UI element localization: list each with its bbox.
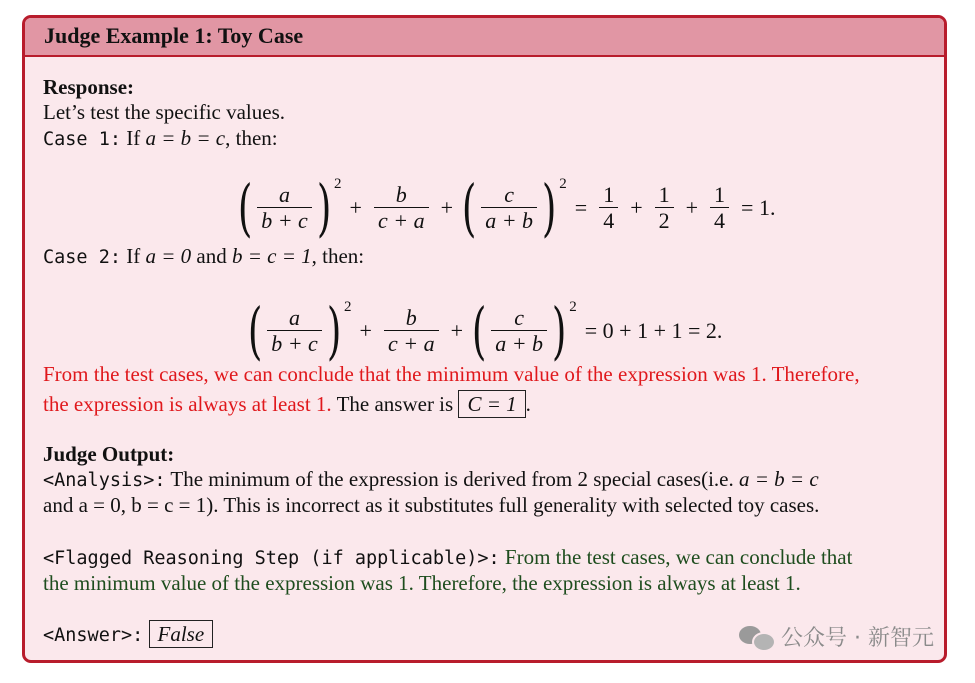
paren-left: ( (237, 171, 253, 244)
frac-a-over-b-plus-c: $\frac{a}{b + c}$ (257, 183, 312, 234)
box-title: Judge Example 1: Toy Case (25, 18, 944, 57)
flag-line-1 (43, 545, 852, 570)
analysis-line-1 (43, 467, 819, 492)
case1-text-a: If (126, 126, 141, 150)
paren-right: ) (541, 171, 557, 244)
flag-text-1: From the test cases, we can conclude that (504, 545, 853, 569)
analysis-text-1: The minimum of the expression is derived from 2 special cases(i.e. (170, 467, 734, 491)
exponent-2: 2 (569, 298, 577, 315)
frac-b-over-c-plus-a: $\frac{b}{c + a}$ (374, 183, 429, 234)
case2-label: Case 2: (43, 247, 121, 268)
frac-a-over-b-plus-c: $\frac{a}{b + c}$ (267, 306, 322, 357)
analysis-tag: <Analysis>: (43, 470, 166, 491)
paren-left: ( (247, 294, 263, 367)
flag-line-2: the minimum value of the expression was 1. Therefore, the expression is always at least 1. (43, 571, 801, 595)
judge-boxed-answer: False (149, 620, 214, 648)
flag-tag: <Flagged Reasoning Step (if applicable)>: (43, 548, 500, 569)
paren-left: ( (471, 294, 487, 367)
boxed-answer: C = 1 (458, 390, 525, 418)
analysis-line-2: and a = 0, b = c = 1). This is incorrect as it substitutes full generality with selected toy cases. (43, 493, 820, 517)
conclusion-red-2: the expression is always at least 1. (43, 392, 332, 416)
judge-example-box (22, 15, 947, 663)
paren-right: ) (316, 171, 332, 244)
answer-prefix: The answer is (336, 392, 454, 416)
equation-1: ( $\frac{a}{b + c}$ ) 2 + $\frac{b}{c + a}$ + ( $\frac{c}{a + b}$ ) 2 = $\frac{1}{4}$ + $\frac{1}{2}$ + $\frac{1}{4}$ = 1. (237, 171, 776, 244)
frac-c-over-a-plus-b: $\frac{c}{a + b}$ (491, 306, 547, 357)
judge-heading: Judge Output: (43, 442, 175, 466)
equation-2: ( $\frac{a}{b + c}$ ) 2 + $\frac{b}{c + a}$ + ( $\frac{c}{a + b}$ ) 2 = 0 + 1 + 1 = 2. (247, 294, 723, 367)
exponent-2: 2 (559, 175, 567, 192)
response-heading: Response: (43, 75, 135, 99)
response-intro: Let’s test the specific values. (43, 100, 286, 124)
exponent-2: 2 (334, 175, 342, 192)
case1-text-b: , then: (225, 126, 278, 150)
exponent-2: 2 (344, 298, 352, 315)
wechat-icon (739, 624, 773, 650)
analysis-math-1: a = b = c (739, 467, 819, 491)
case2-text-b: , then: (311, 244, 365, 268)
paren-right: ) (551, 294, 567, 367)
watermark (739, 621, 934, 652)
frac-b-over-c-plus-a: $\frac{b}{c + a}$ (384, 306, 439, 357)
case1-line (43, 126, 278, 151)
case2-condition-b: b = c = 1 (231, 244, 312, 268)
case1-condition: a = b = c (145, 126, 226, 150)
paren-left: ( (461, 171, 477, 244)
frac-c-over-a-plus-b: $\frac{c}{a + b}$ (481, 183, 537, 234)
case2-condition-a: a = 0 (145, 244, 192, 268)
answer-suffix: . (525, 392, 531, 416)
watermark-text: 公众号 · 新智元 (781, 626, 934, 651)
conclusion-line-2 (43, 390, 531, 418)
frac-1-4: $\frac{1}{4}$ (710, 183, 729, 234)
paren-right: ) (326, 294, 342, 367)
frac-1-2: $\frac{1}{2}$ (655, 183, 674, 234)
case1-label: Case 1: (43, 129, 121, 150)
frac-1-4: $\frac{1}{4}$ (599, 183, 618, 234)
judge-answer-line (43, 620, 213, 648)
case2-line (43, 244, 364, 269)
case2-and: and (196, 244, 227, 268)
case2-text-a: If (126, 244, 141, 268)
conclusion-line-1: From the test cases, we can conclude that the minimum value of the expression was 1. Therefore, (43, 362, 860, 386)
answer-tag: <Answer>: (43, 625, 144, 646)
